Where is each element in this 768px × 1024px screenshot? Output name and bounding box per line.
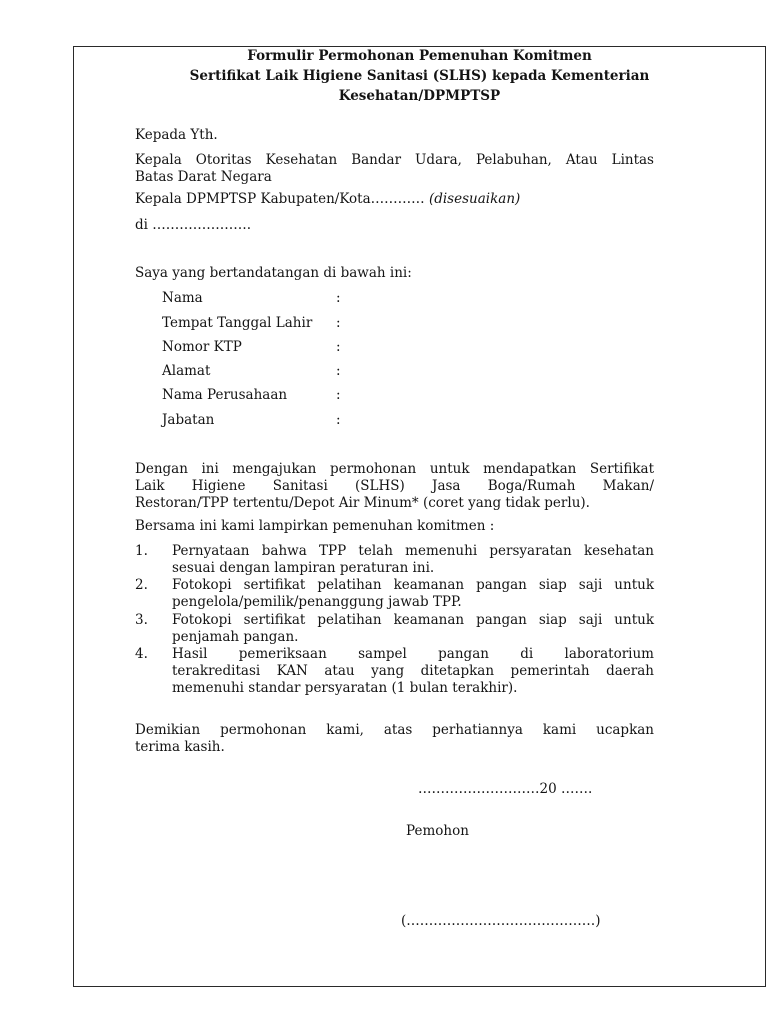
list-item-4-line-3: memenuhi standar persyaratan (1 bulan terakhir).	[172, 680, 518, 696]
signature-name-blank: (……………………………………)	[401, 913, 601, 929]
list-number: 4.	[135, 646, 148, 662]
signature-role: Pemohon	[406, 823, 469, 839]
form-title-line-1: Formulir Permohonan Pemenuhan Komitmen	[247, 48, 592, 64]
request-line-3: Restoran/TPP tertentu/Depot Air Minum* (coret yang tidak perlu).	[135, 495, 590, 511]
list-item-4-line-1: Hasil pemeriksaan sampel pangan di laboratorium	[172, 646, 654, 662]
addressee-dpmptsp: Kepala DPMPTSP Kabupaten/Kota…………	[135, 191, 425, 207]
addressee-location: di ………………….	[135, 217, 252, 233]
addressee-line-1a: Kepala Otoritas Kesehatan Bandar Udara, Pelabuhan, Atau Lintas	[135, 152, 654, 168]
attachment-intro: Bersama ini kami lampirkan pemenuhan komitmen :	[135, 518, 495, 534]
addressee-line-2	[135, 191, 520, 207]
field-separator: :	[336, 387, 341, 403]
field-label-alamat: Alamat	[162, 363, 211, 379]
greeting: Kepada Yth.	[135, 127, 218, 143]
list-number: 3.	[135, 612, 148, 628]
addressee-note: (disesuaikan)	[428, 191, 521, 207]
field-separator: :	[336, 290, 341, 306]
list-item-1-line-1: Pernyataan bahwa TPP telah memenuhi persyaratan kesehatan	[172, 543, 654, 559]
form-title-line-2: Sertifikat Laik Higiene Sanitasi (SLHS) kepada Kementerian	[189, 68, 650, 84]
intro-text: Saya yang bertandatangan di bawah ini:	[135, 265, 412, 281]
list-number: 1.	[135, 543, 148, 559]
field-separator: :	[336, 363, 341, 379]
request-line-1: Dengan ini mengajukan permohonan untuk mendapatkan Sertifikat	[135, 461, 654, 477]
field-label-ttl: Tempat Tanggal Lahir	[162, 315, 313, 331]
list-item-2-line-2: pengelola/pemilik/penanggung jawab TPP.	[172, 594, 462, 610]
closing-line-1: Demikian permohonan kami, atas perhatiannya kami ucapkan	[135, 722, 654, 738]
field-separator: :	[336, 412, 341, 428]
signature-date: ………………………20 …….	[418, 781, 593, 797]
request-line-2: Laik Higiene Sanitasi (SLHS) Jasa Boga/Rumah Makan/	[135, 478, 654, 494]
page-border	[73, 46, 766, 987]
list-item-3-line-1: Fotokopi sertifikat pelatihan keamanan pangan siap saji untuk	[172, 612, 654, 628]
field-label-nama: Nama	[162, 290, 203, 306]
field-label-jabatan: Jabatan	[162, 412, 215, 428]
list-item-4-line-2: terakreditasi KAN atau yang ditetapkan pemerintah daerah	[172, 663, 654, 679]
list-item-1-line-2: sesuai dengan lampiran peraturan ini.	[172, 560, 435, 576]
field-separator: :	[336, 339, 341, 355]
form-title-line-3: Kesehatan/DPMPTSP	[338, 88, 501, 104]
field-label-ktp: Nomor KTP	[162, 339, 242, 355]
addressee-line-1b: Batas Darat Negara	[135, 169, 272, 185]
list-number: 2.	[135, 577, 148, 593]
closing-line-2: terima kasih.	[135, 739, 225, 755]
list-item-2-line-1: Fotokopi sertifikat pelatihan keamanan pangan siap saji untuk	[172, 577, 654, 593]
field-label-perusahaan: Nama Perusahaan	[162, 387, 288, 403]
list-item-3-line-2: penjamah pangan.	[172, 629, 299, 645]
field-separator: :	[336, 315, 341, 331]
